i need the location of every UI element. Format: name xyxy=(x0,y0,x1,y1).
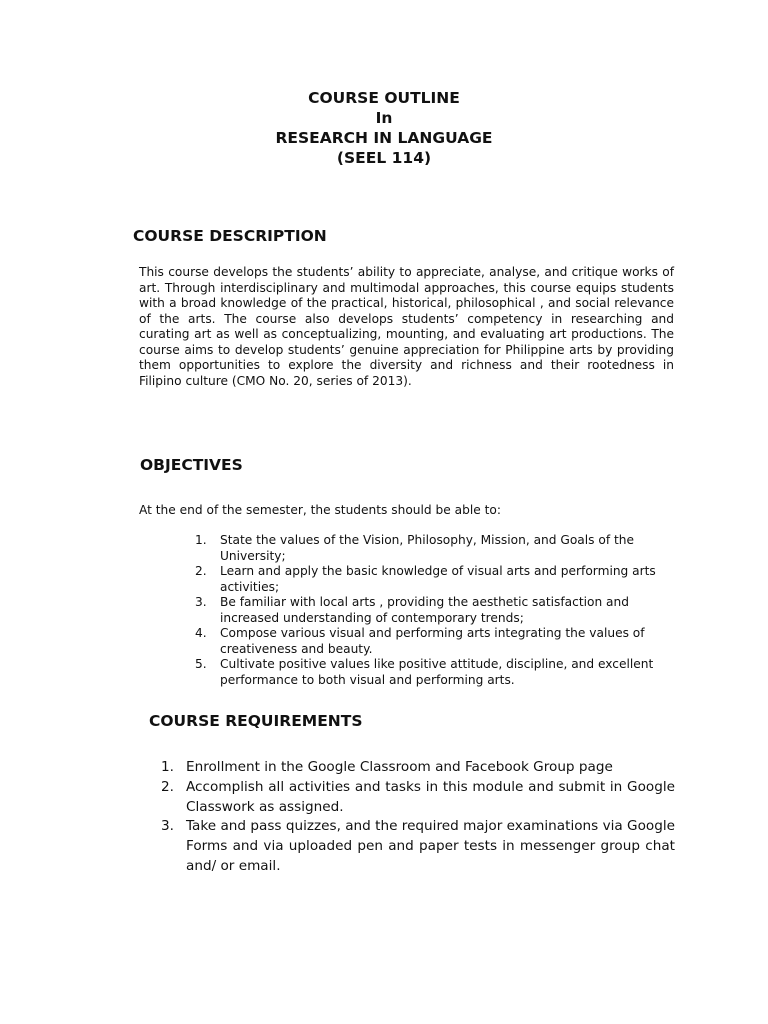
objective-text: Compose various visual and performing arts integrating the values of creativeness and beauty. xyxy=(220,626,645,656)
requirement-number: 1. xyxy=(161,759,174,775)
objective-number: 3. xyxy=(195,595,207,609)
objective-text: Learn and apply the basic knowledge of visual arts and performing arts activities; xyxy=(220,564,656,594)
objectives-heading: OBJECTIVES xyxy=(140,456,243,474)
requirement-text: Enrollment in the Google Classroom and Facebook Group page xyxy=(186,759,613,775)
title-line-course-code: (SEEL 114) xyxy=(336,149,432,167)
objectives-intro: At the end of the semester, the students should be able to: xyxy=(139,503,501,517)
objective-item xyxy=(195,657,685,688)
objective-item xyxy=(195,595,685,626)
course-requirements-heading: COURSE REQUIREMENTS xyxy=(149,712,363,730)
objective-item xyxy=(195,564,685,595)
objective-item xyxy=(195,626,685,657)
objective-number: 4. xyxy=(195,626,207,640)
requirement-text: Accomplish all activities and tasks in this module and submit in Google Classwork as assigned. xyxy=(186,778,675,815)
requirement-number: 3. xyxy=(161,818,174,835)
title-line-course-outline: COURSE OUTLINE xyxy=(308,89,460,107)
objective-text: State the values of the Vision, Philosophy, Mission, and Goals of the University; xyxy=(220,533,634,563)
objective-text: Cultivate positive values like positive attitude, discipline, and excellent performance to both visual and performing arts. xyxy=(220,657,654,687)
objective-number: 5. xyxy=(195,657,207,671)
objective-item xyxy=(195,533,685,564)
course-description-heading: COURSE DESCRIPTION xyxy=(133,227,327,245)
course-description-text: This course develops the students’ ability to appreciate, analyse, and critique works of art. Through interdisciplinary and multimodal approaches, this course equips students with a broad knowledge of the practical, historical, philosophical , and social relevance of the arts. The course also develops students’ competency in researching and curating art as well as conceptualizing, mounting, and evaluating art productions. The course aims to develop students’ genuine appreciation for Philippine arts by providing them opportunities to explore the diversity and richness and their rootedness in Filipino culture (CMO No. 20, series of 2013). xyxy=(139,265,674,388)
objective-number: 1. xyxy=(195,533,207,547)
requirement-text: Take and pass quizzes, and the required major examinations via Google Forms and via uploaded pen and paper tests in messenger group chat and/ or email. xyxy=(186,818,675,874)
title-line-in: In xyxy=(375,109,393,127)
document-title xyxy=(0,88,768,168)
requirement-item xyxy=(161,758,675,778)
objectives-list xyxy=(195,533,685,688)
title-line-course-name: RESEARCH IN LANGUAGE xyxy=(275,129,493,147)
requirement-item xyxy=(161,817,675,876)
requirement-item xyxy=(161,778,675,818)
objective-number: 2. xyxy=(195,564,207,578)
objective-text: Be familiar with local arts , providing the aesthetic satisfaction and increased understanding of contemporary trends; xyxy=(220,595,629,625)
requirements-list xyxy=(161,758,675,877)
requirement-number: 2. xyxy=(161,778,174,795)
